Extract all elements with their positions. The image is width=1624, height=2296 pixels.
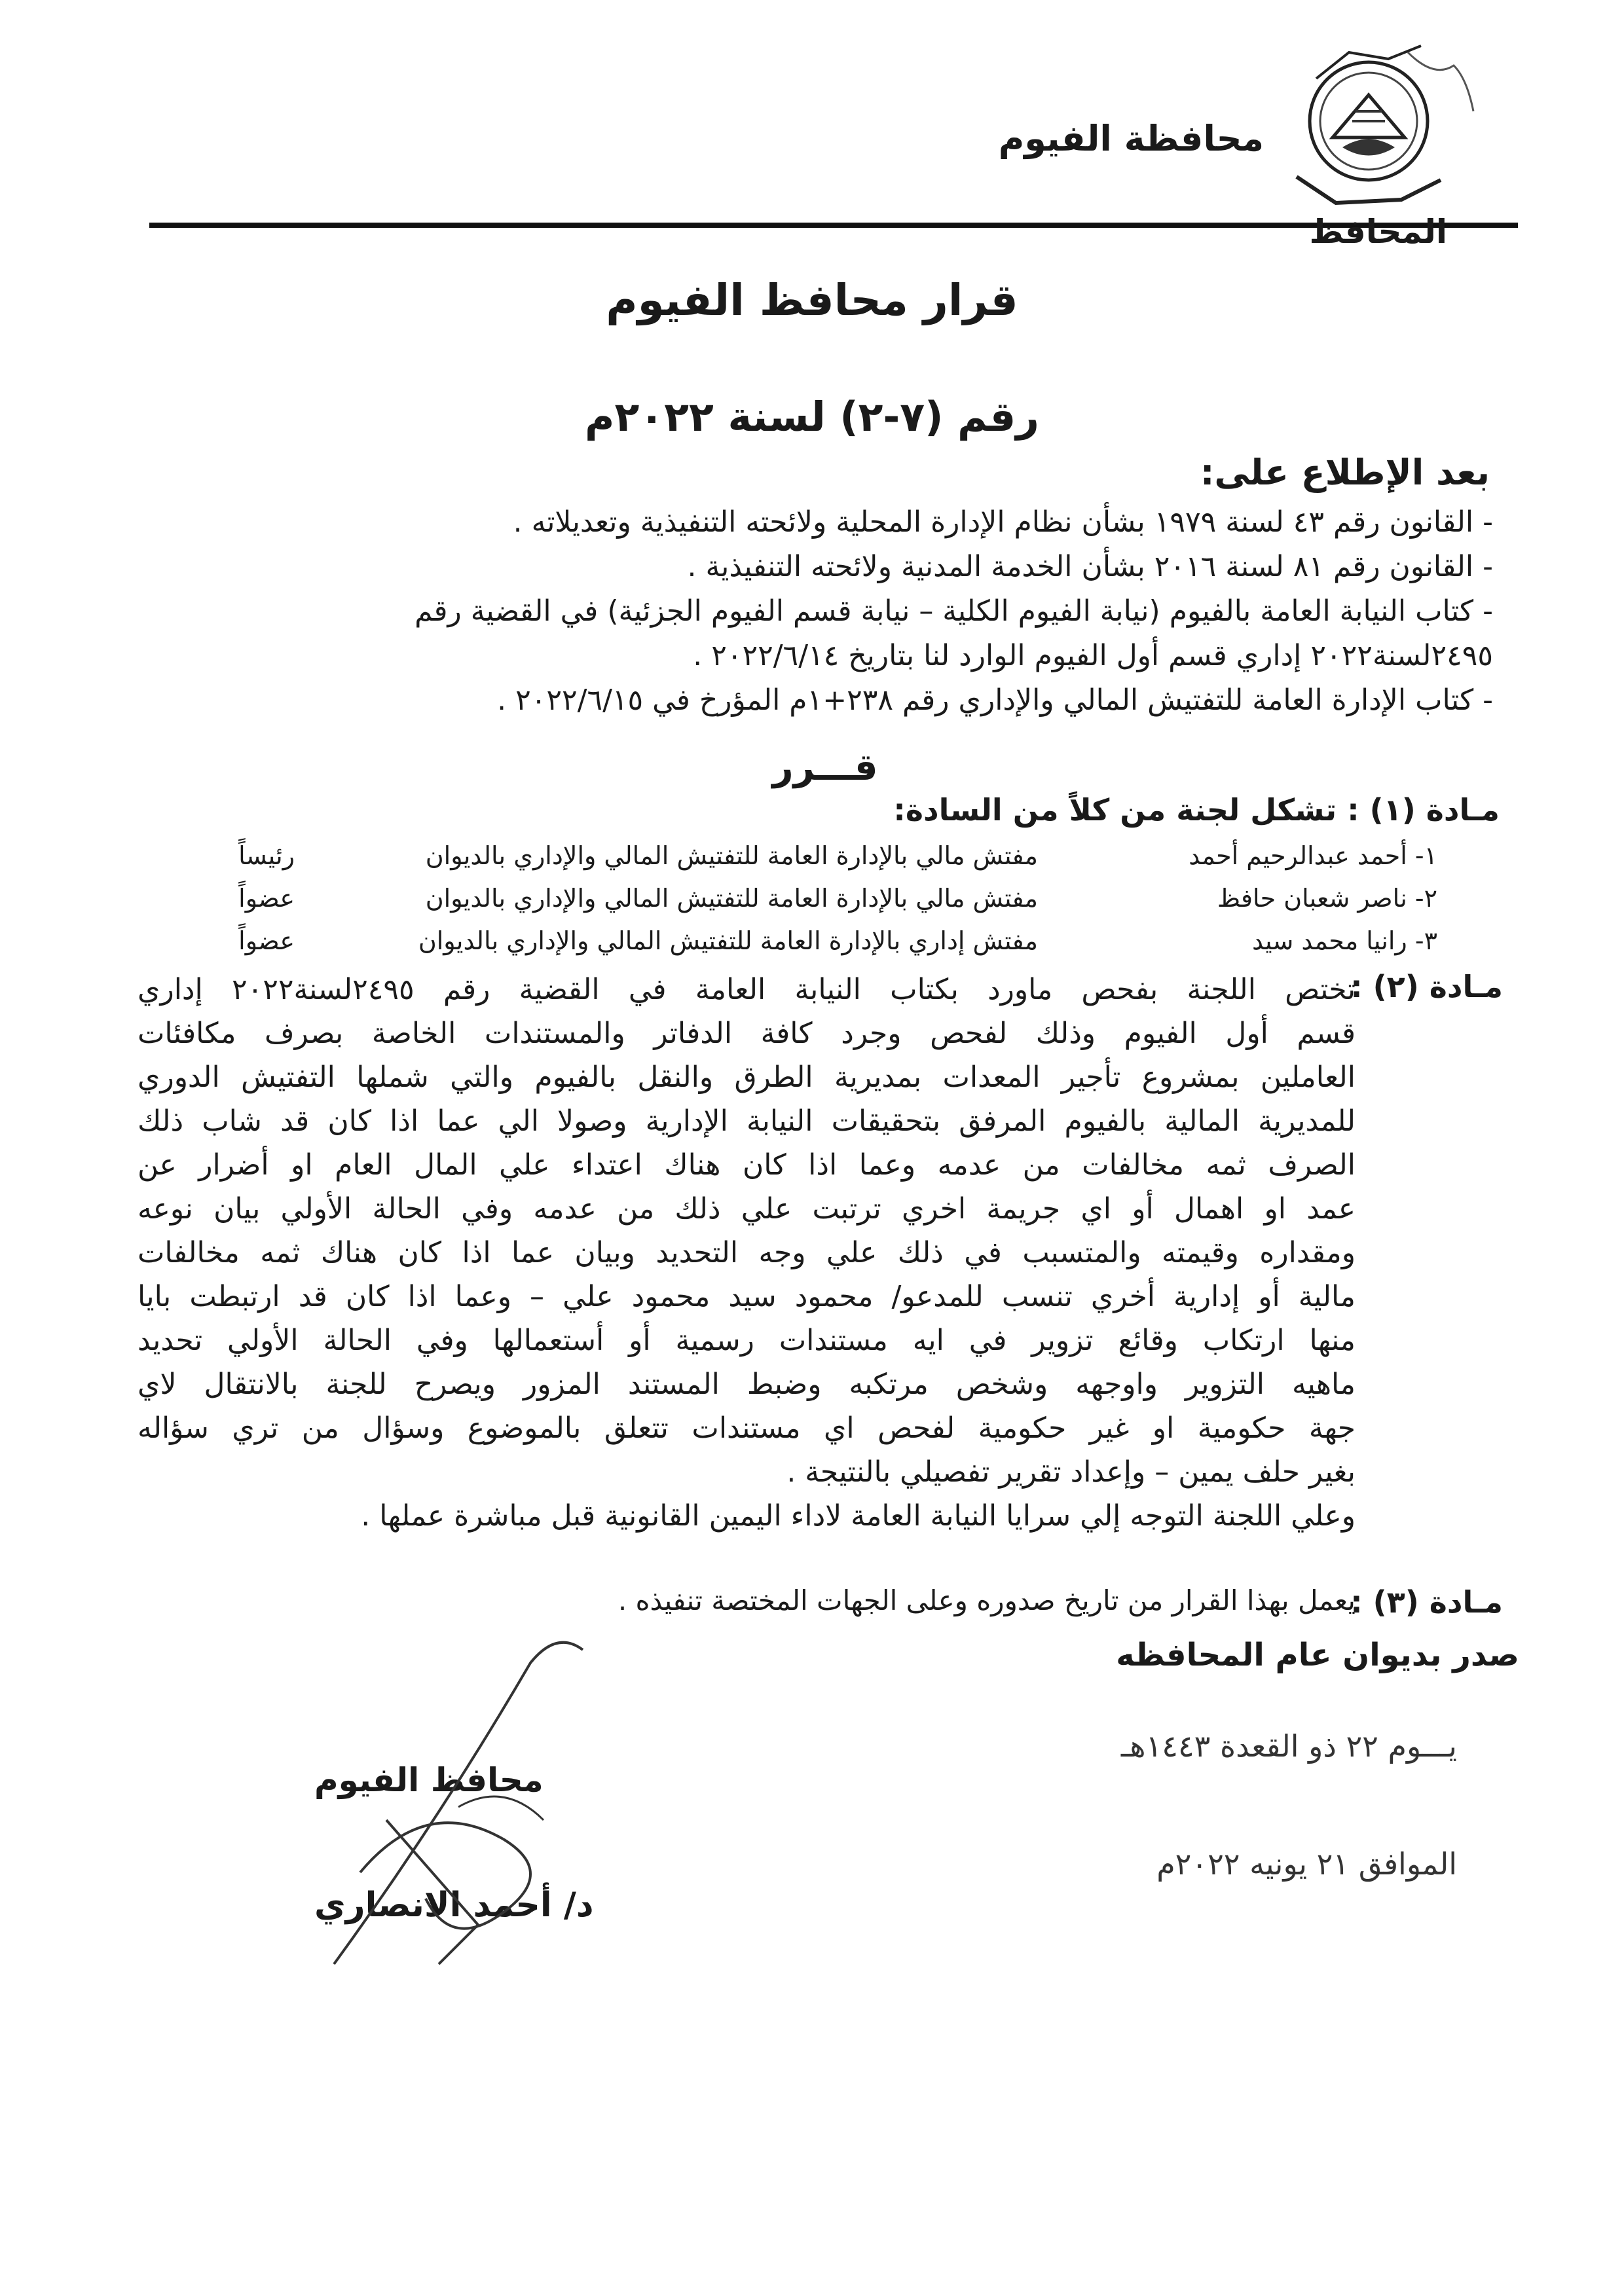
governorate-emblem-logo bbox=[1270, 39, 1480, 210]
hijri-date: يـــوم ٢٢ ذو القعدة ١٤٤٣هـ bbox=[1120, 1728, 1457, 1764]
article-2-line: جهة حكومية او غير حكومية لفحص اي مستندات تتعلق بالموضوع وسؤال من تري سؤاله bbox=[138, 1412, 1356, 1445]
article-2-line: وعلي اللجنة التوجه إلي سرايا النيابة العامة لاداء اليمين القانونية قبل مباشرة عملها . bbox=[361, 1499, 1356, 1533]
signatory-name: د/ أحمد الانصاري bbox=[314, 1886, 594, 1925]
preamble-line: - كتاب النيابة العامة بالفيوم (نيابة الفيوم الكلية – نيابة قسم الفيوم الجزئية) في القضية رقم bbox=[415, 594, 1493, 628]
preamble-heading: بعد الإطلاع على: bbox=[1200, 452, 1490, 493]
decision-word: قـــرر bbox=[772, 746, 878, 789]
article-2-line: ومقداره وقيمته والمتسبب في ذلك علي وجه التحديد وبيان عما اذا كان هناك ثمه مخالفات bbox=[138, 1236, 1356, 1269]
article-2-line: للمديرية المالية بالفيوم المرفق بتحقيقات النيابة الإدارية وصولا الي عما اذا كان قد شاب ذلك bbox=[138, 1104, 1356, 1138]
gregorian-date: الموافق ٢١ يونيه ٢٠٢٢م bbox=[1156, 1846, 1457, 1882]
member-job: مفتش مالي بالإدارة العامة للتفتيش المالي والإداري بالديوان bbox=[425, 884, 1038, 913]
article-2-line: عمد او اهمال أو اي جريمة اخري ترتبت علي ذلك من عدمه وفي الحالة الأولي بيان نوعه bbox=[138, 1192, 1356, 1226]
preamble-line: - القانون رقم ٨١ لسنة ٢٠١٦ بشأن الخدمة المدنية ولائحته التنفيذية . bbox=[687, 550, 1493, 583]
member-role: عضواً bbox=[238, 884, 295, 913]
preamble-line: - القانون رقم ٤٣ لسنة ١٩٧٩ بشأن نظام الإدارة المحلية ولائحته التنفيذية وتعديلاته . bbox=[513, 505, 1493, 539]
member-role: عضواً bbox=[238, 926, 295, 955]
article-2-line: ماهيه التزوير واوجهه وشخص مرتكبه وضبط المستند المزور ويصرح للجنة بالانتقال لاي bbox=[138, 1368, 1356, 1401]
article-2-line: الصرف ثمه مخالفات من عدمه وعما اذا كان هناك اعتداء علي المال العام او أضرار عن bbox=[138, 1148, 1356, 1182]
article-2-label: مـادة (٢) : bbox=[1350, 969, 1503, 1004]
governorate-name: محافظة الفيوم bbox=[998, 118, 1264, 159]
preamble-line: ٢٤٩٥لسنة٢٠٢٢ إداري قسم أول الفيوم الوارد لنا بتاريخ ٢٠٢٢/٦/١٤ . bbox=[693, 639, 1493, 672]
member-job: مفتش مالي بالإدارة العامة للتفتيش المالي والإداري بالديوان bbox=[425, 841, 1038, 870]
member-job: مفتش إداري بالإدارة العامة للتفتيش المالي والإداري بالديوان bbox=[418, 926, 1038, 955]
office-label: المحافظ bbox=[1309, 213, 1447, 251]
article-2-body bbox=[138, 968, 1356, 1538]
article-2-line: العاملين بمشروع تأجير المعدات بمديرية الطرق والنقل بالفيوم والتي شملها التفتيش الدوري bbox=[138, 1061, 1356, 1094]
issued-at: صدر بديوان عام المحافظه bbox=[1116, 1637, 1519, 1673]
article-2-line: تختص اللجنة بفحص ماورد بكتاب النيابة العامة في القضية رقم ٢٤٩٥لسنة٢٠٢٢ إداري bbox=[138, 973, 1356, 1006]
article-2-line: مالية أو إدارية أخري تنسب للمدعو/ محمود سيد محمود علي – وعما اذا كان قد ارتبطت بايا bbox=[138, 1280, 1356, 1313]
signatory-title: محافظ الفيوم bbox=[314, 1761, 544, 1799]
member-name: ٢- ناصر شعبان حافظ bbox=[1217, 884, 1437, 913]
handwritten-signature bbox=[308, 1624, 674, 1990]
article-2-line: منها ارتكاب وقائع تزوير في ايه مستندات رسمية أو أستعمالها وفي الحالة الأولي تحديد bbox=[138, 1324, 1356, 1357]
article-2-line: قسم أول الفيوم وذلك لفحص وجرد كافة الدفاتر والمستندات الخاصة بصرف مكافئات bbox=[138, 1017, 1356, 1050]
member-name: ٣- رانيا محمد سيد bbox=[1252, 926, 1437, 955]
article-2-line: بغير حلف يمين – وإعداد تقرير تفصيلي بالنتيجة . bbox=[786, 1455, 1356, 1489]
article-3-body: يعمل بهذا القرار من تاريخ صدوره وعلى الجهات المختصة تنفيذه . bbox=[618, 1584, 1356, 1616]
preamble-line: - كتاب الإدارة العامة للتفتيش المالي والإداري رقم ٢٣٨+١م المؤرخ في ٢٠٢٢/٦/١٥ . bbox=[497, 683, 1493, 717]
article-3-label: مـادة (٣) : bbox=[1350, 1584, 1503, 1620]
member-role: رئيساً bbox=[238, 841, 295, 870]
decree-number: رقم (٧-٢) لسنة ٢٠٢٢م bbox=[585, 393, 1039, 441]
decree-title: قرار محافظ الفيوم bbox=[606, 275, 1018, 325]
article-1-heading: مـادة (١) : تشكل لجنة من كلاً من السادة: bbox=[893, 792, 1500, 828]
member-name: ١- أحمد عبدالرحيم أحمد bbox=[1189, 841, 1437, 870]
